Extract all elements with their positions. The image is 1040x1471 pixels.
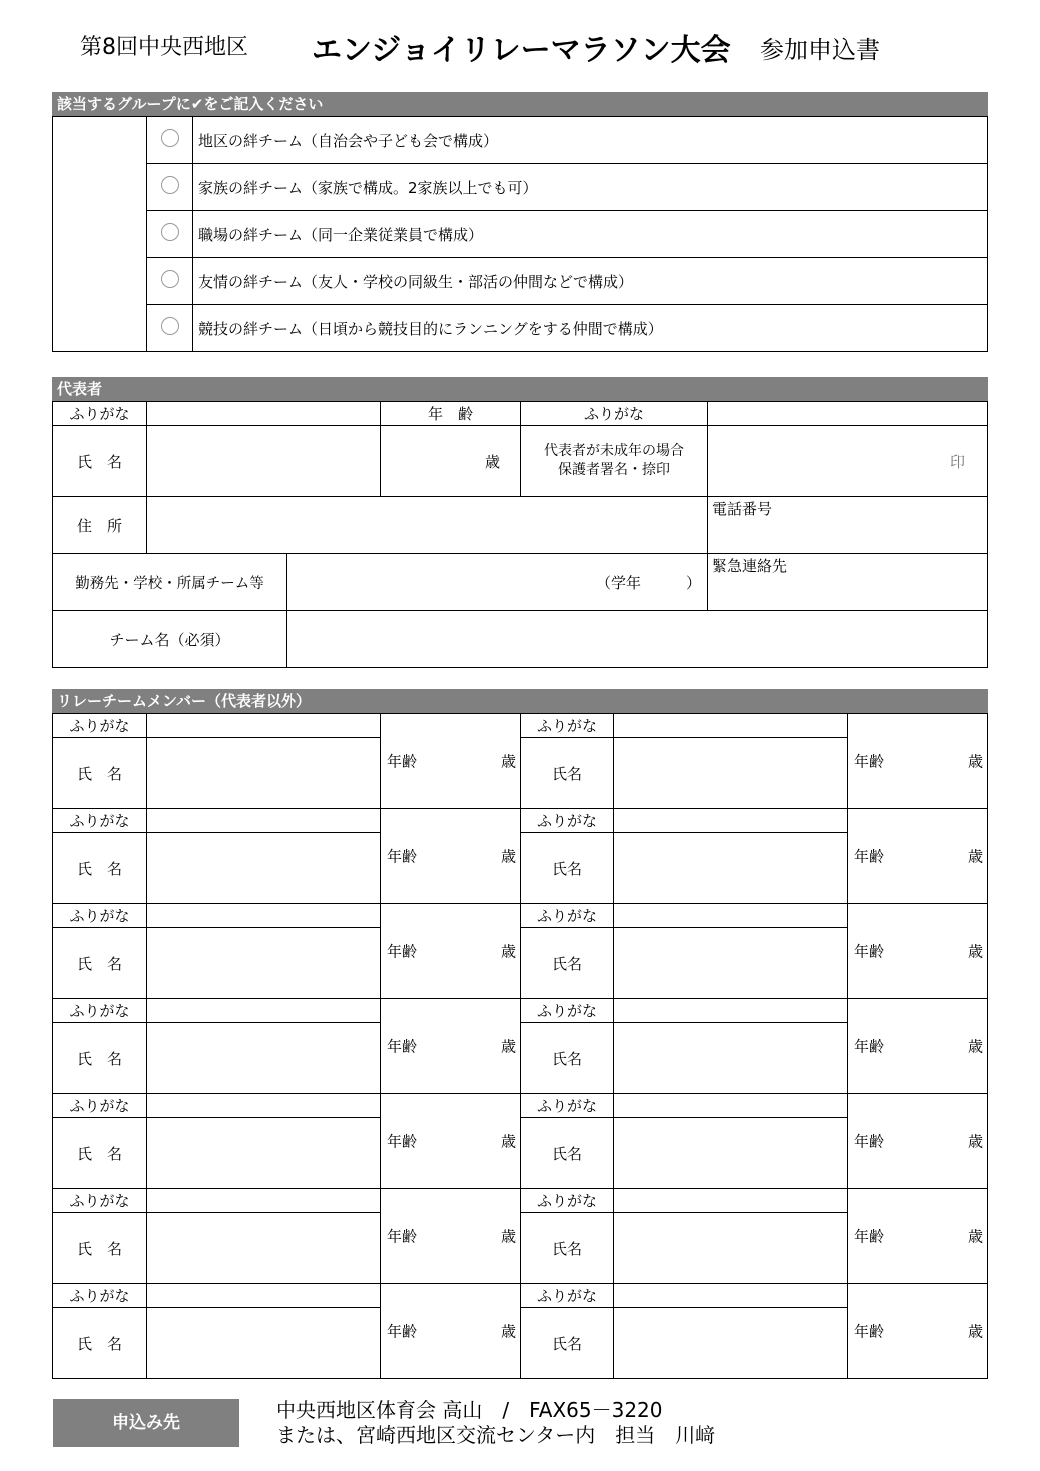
member-age-field[interactable] — [848, 904, 988, 999]
guardian-seal-field[interactable]: 印 — [708, 426, 988, 497]
member-age-unit: 歳 — [967, 942, 983, 961]
group-blank-cell — [53, 117, 147, 352]
member-furigana-input[interactable] — [614, 904, 848, 928]
member-furigana-input[interactable] — [614, 1284, 848, 1308]
member-age-unit: 歳 — [967, 1322, 983, 1341]
member-name-input[interactable] — [147, 1308, 381, 1379]
member-furigana-input[interactable] — [614, 1189, 848, 1213]
member-name-label: 氏 名 — [53, 738, 147, 809]
member-age-unit: 歳 — [500, 1227, 516, 1246]
emergency-contact-field[interactable]: 緊急連絡先 — [708, 554, 988, 611]
member-age-label: 年齢 — [854, 942, 885, 961]
member-age-label: 年齢 — [854, 1132, 885, 1151]
guardian-label — [521, 426, 708, 497]
member-name-input[interactable] — [147, 833, 381, 904]
member-furigana-label: ふりがな — [521, 1094, 614, 1118]
group-option-row — [53, 117, 988, 164]
member-age-unit: 歳 — [967, 752, 983, 771]
group-option-label: 職場の絆チーム（同一企業従業員で構成） — [193, 211, 988, 258]
radio-circle-icon[interactable] — [161, 129, 179, 147]
member-age-unit: 歳 — [967, 847, 983, 866]
member-furigana-input[interactable] — [614, 809, 848, 833]
member-name-label: 氏名 — [521, 833, 614, 904]
title-main: エンジョイリレーマラソン大会 — [312, 33, 731, 68]
member-furigana-row — [53, 999, 988, 1023]
group-option-label: 競技の絆チーム（日頃から競技目的にランニングをする仲間で構成） — [193, 305, 988, 352]
member-name-input[interactable] — [147, 1118, 381, 1189]
member-age-field[interactable] — [848, 1284, 988, 1379]
group-option-label: 家族の絆チーム（家族で構成。2家族以上でも可） — [193, 164, 988, 211]
member-age-unit: 歳 — [500, 752, 516, 771]
member-furigana-label: ふりがな — [53, 1094, 147, 1118]
group-option-radio[interactable] — [147, 211, 193, 258]
workplace-label: 勤務先・学校・所属チーム等 — [53, 554, 287, 611]
member-age-unit: 歳 — [500, 847, 516, 866]
member-age-label: 年齢 — [854, 1322, 885, 1341]
member-furigana-row — [53, 1284, 988, 1308]
member-age-label: 年齢 — [854, 847, 885, 866]
group-option-row — [53, 211, 988, 258]
radio-circle-icon[interactable] — [161, 176, 179, 194]
group-option-radio[interactable] — [147, 258, 193, 305]
member-furigana-input[interactable] — [147, 1189, 381, 1213]
member-name-input[interactable] — [147, 1213, 381, 1284]
member-furigana-label: ふりがな — [521, 904, 614, 928]
rep-section-header: 代表者 — [52, 377, 988, 401]
member-furigana-input[interactable] — [147, 1094, 381, 1118]
group-option-row — [53, 164, 988, 211]
member-age-unit: 歳 — [967, 1037, 983, 1056]
member-age-label: 年齢 — [387, 847, 418, 866]
member-age-unit: 歳 — [500, 942, 516, 961]
radio-circle-icon[interactable] — [161, 223, 179, 241]
member-name-input[interactable] — [614, 1308, 848, 1379]
member-furigana-label: ふりがな — [53, 1189, 147, 1213]
member-age-label: 年齢 — [387, 1227, 418, 1246]
member-furigana-input[interactable] — [614, 714, 848, 738]
member-age-field[interactable] — [381, 1284, 521, 1379]
group-option-label: 地区の絆チーム（自治会や子ども会で構成） — [193, 117, 988, 164]
guardian-furigana-input[interactable] — [708, 402, 988, 426]
member-age-label: 年齢 — [387, 942, 418, 961]
guardian-label-line1: 代表者が未成年の場合 — [544, 443, 684, 459]
member-age-field[interactable] — [848, 1189, 988, 1284]
group-option-radio[interactable] — [147, 117, 193, 164]
member-section-header: リレーチームメンバー（代表者以外） — [52, 689, 988, 713]
group-option-row — [53, 305, 988, 352]
member-furigana-label: ふりがな — [53, 1284, 147, 1308]
member-name-label: 氏名 — [521, 1308, 614, 1379]
apply-contact-line1: 中央西地区体育会 高山 / FAX65－3220 — [276, 1398, 663, 1422]
member-furigana-input[interactable] — [147, 999, 381, 1023]
team-name-input[interactable] — [287, 611, 988, 668]
member-age-unit: 歳 — [967, 1132, 983, 1151]
rep-age-input[interactable]: 歳 — [381, 426, 521, 497]
member-furigana-row — [53, 904, 988, 928]
member-furigana-label: ふりがな — [53, 714, 147, 738]
member-age-unit: 歳 — [500, 1037, 516, 1056]
member-furigana-input[interactable] — [614, 1094, 848, 1118]
member-furigana-input[interactable] — [147, 904, 381, 928]
member-furigana-label: ふりがな — [53, 904, 147, 928]
rep-age-label: 年 齢 — [381, 402, 521, 426]
member-name-input[interactable] — [147, 928, 381, 999]
title-right: 参加申込書 — [760, 36, 880, 64]
member-name-label: 氏 名 — [53, 1213, 147, 1284]
apply-contact-line2: または、宮崎西地区交流センター内 担当 川﨑 — [276, 1423, 716, 1447]
member-age-label: 年齢 — [854, 1037, 885, 1056]
member-age-unit: 歳 — [500, 1132, 516, 1151]
member-age-label: 年齢 — [387, 1132, 418, 1151]
rep-name-input[interactable] — [147, 426, 381, 497]
rep-name-label: 氏 名 — [53, 426, 147, 497]
member-age-field[interactable] — [381, 714, 521, 809]
member-name-input[interactable] — [614, 928, 848, 999]
member-furigana-label: ふりがな — [53, 999, 147, 1023]
member-age-field[interactable] — [848, 999, 988, 1094]
rep-table — [52, 401, 988, 668]
rep-furigana-label: ふりがな — [53, 402, 147, 426]
member-name-input[interactable] — [614, 1213, 848, 1284]
member-name-label: 氏 名 — [53, 833, 147, 904]
member-name-label: 氏 名 — [53, 1308, 147, 1379]
member-furigana-input[interactable] — [147, 1284, 381, 1308]
member-name-label: 氏名 — [521, 1023, 614, 1094]
member-name-input[interactable] — [147, 1023, 381, 1094]
group-option-row — [53, 258, 988, 305]
workplace-input[interactable]: （学年 ） — [287, 554, 708, 611]
radio-circle-icon[interactable] — [161, 270, 179, 288]
member-age-field[interactable] — [381, 1094, 521, 1189]
rep-furigana-input[interactable] — [147, 402, 381, 426]
member-age-label: 年齢 — [387, 1322, 418, 1341]
member-age-field[interactable] — [848, 714, 988, 809]
member-name-input[interactable] — [614, 1023, 848, 1094]
member-name-label: 氏名 — [521, 928, 614, 999]
member-furigana-input[interactable] — [147, 714, 381, 738]
member-age-unit: 歳 — [500, 1322, 516, 1341]
group-option-radio[interactable] — [147, 164, 193, 211]
member-furigana-row — [53, 809, 988, 833]
guardian-furigana-label: ふりがな — [521, 402, 708, 426]
group-section-header: 該当するグループに✔をご記入ください — [52, 92, 988, 116]
guardian-label-line2: 保護者署名・捺印 — [558, 462, 670, 478]
member-furigana-label: ふりがな — [521, 999, 614, 1023]
member-age-label: 年齢 — [387, 752, 418, 771]
address-input[interactable] — [147, 497, 708, 554]
member-age-unit: 歳 — [967, 1227, 983, 1246]
member-name-input[interactable] — [614, 738, 848, 809]
member-furigana-label: ふりがな — [53, 809, 147, 833]
member-furigana-row — [53, 1189, 988, 1213]
address-label: 住 所 — [53, 497, 147, 554]
member-age-field[interactable] — [381, 809, 521, 904]
team-name-label: チーム名（必須） — [53, 611, 287, 668]
member-furigana-input[interactable] — [614, 999, 848, 1023]
member-name-label: 氏 名 — [53, 1118, 147, 1189]
group-option-radio[interactable] — [147, 305, 193, 352]
title-left: 第8回中央西地区 — [80, 35, 248, 60]
member-name-input[interactable] — [614, 833, 848, 904]
member-name-label: 氏名 — [521, 1118, 614, 1189]
member-age-label: 年齢 — [387, 1037, 418, 1056]
member-furigana-row — [53, 714, 988, 738]
member-furigana-input[interactable] — [147, 809, 381, 833]
member-furigana-label: ふりがな — [521, 1284, 614, 1308]
member-name-label: 氏 名 — [53, 928, 147, 999]
member-table — [52, 713, 988, 1379]
member-furigana-label: ふりがな — [521, 714, 614, 738]
member-age-field[interactable] — [848, 809, 988, 904]
group-option-label: 友情の絆チーム（友人・学校の同級生・部活の仲間などで構成） — [193, 258, 988, 305]
member-furigana-label: ふりがな — [521, 809, 614, 833]
member-furigana-row — [53, 1094, 988, 1118]
member-name-label: 氏 名 — [53, 1023, 147, 1094]
member-name-input[interactable] — [147, 738, 381, 809]
radio-circle-icon[interactable] — [161, 317, 179, 335]
member-age-field[interactable] — [381, 1189, 521, 1284]
member-age-label: 年齢 — [854, 752, 885, 771]
phone-field[interactable]: 電話番号 — [708, 497, 988, 554]
member-age-field[interactable] — [381, 999, 521, 1094]
member-age-field[interactable] — [848, 1094, 988, 1189]
member-name-label: 氏名 — [521, 738, 614, 809]
group-table — [52, 116, 988, 352]
apply-contact — [276, 1398, 715, 1448]
apply-label: 申込み先 — [53, 1399, 239, 1447]
member-furigana-label: ふりがな — [521, 1189, 614, 1213]
member-age-field[interactable] — [381, 904, 521, 999]
member-name-input[interactable] — [614, 1118, 848, 1189]
member-age-label: 年齢 — [854, 1227, 885, 1246]
member-name-label: 氏名 — [521, 1213, 614, 1284]
